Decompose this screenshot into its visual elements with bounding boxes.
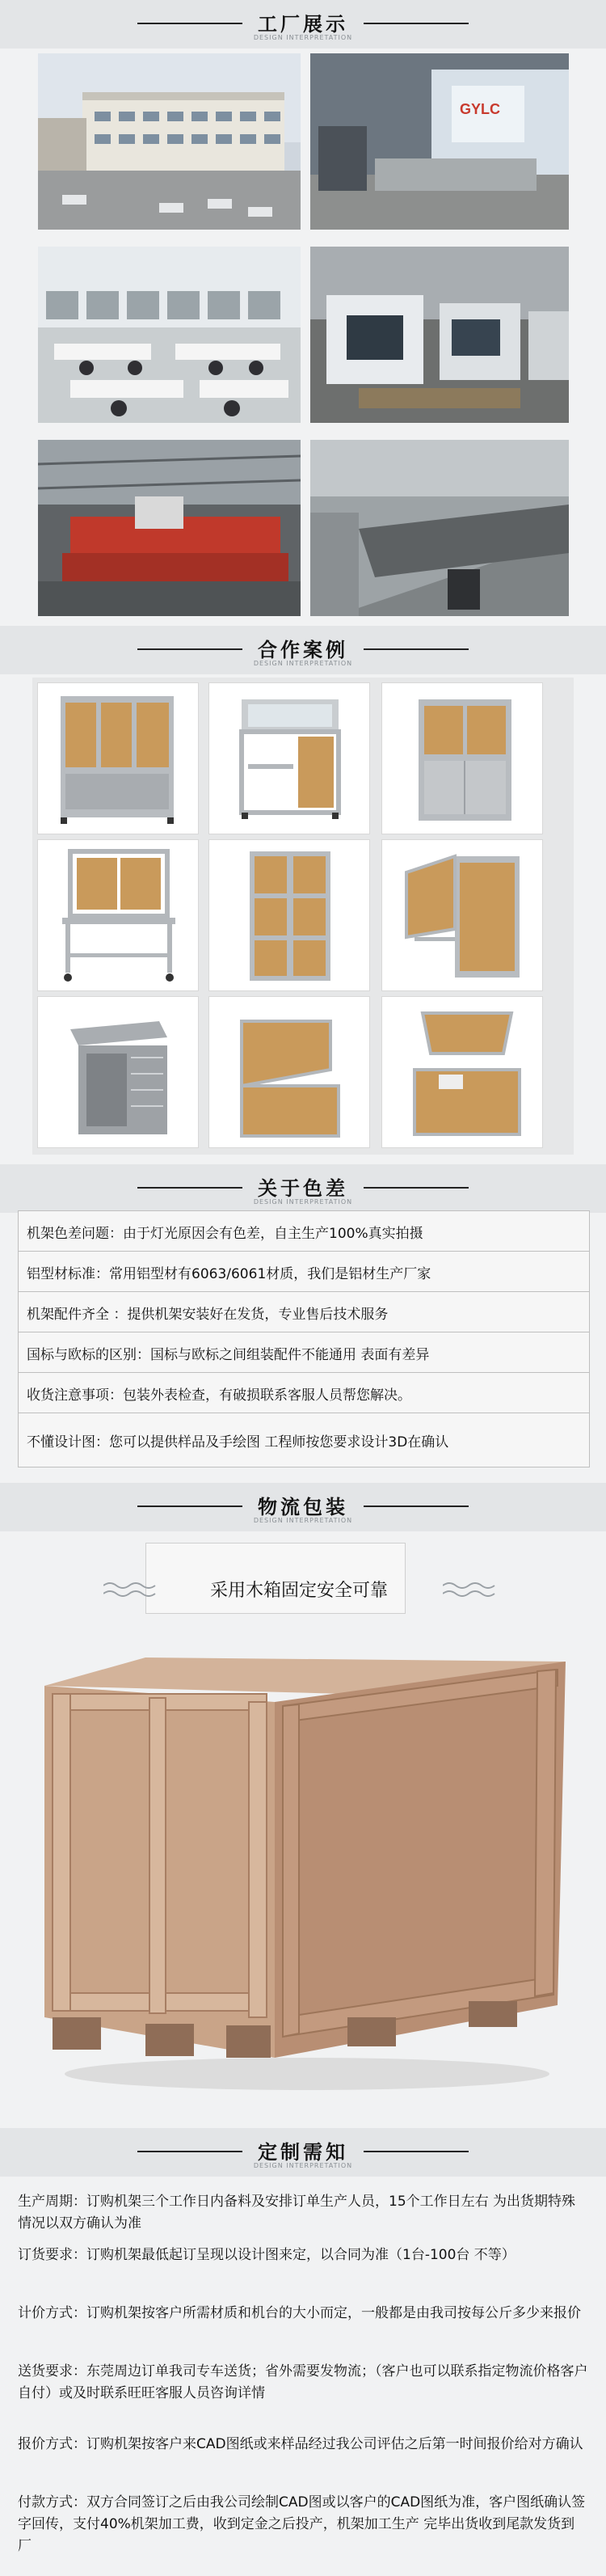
case-item[interactable] — [37, 682, 199, 834]
section-title: 物流包装 — [258, 1496, 348, 1518]
custom-info-paragraph: 计价方式：订购机架按客户所需材质和机台的大小而定，一般都是由我司按每公斤多少来报价 — [18, 2305, 581, 2321]
section-title: 工厂展示 — [258, 13, 348, 36]
custom-info-paragraph: 报价方式：订购机架按客户来CAD图纸或来样品经过我公司评估之后第一时间报价给对方确认 — [18, 2436, 583, 2452]
section-subtitle: DESIGN INTERPRETATION — [253, 1198, 353, 1206]
color-info-row: 收货注意事项：包装外表检查，有破损联系客服人员帮您解决。 — [18, 1372, 590, 1414]
section-subtitle: DESIGN INTERPRETATION — [253, 34, 353, 41]
case-item[interactable] — [37, 996, 199, 1148]
custom-info-paragraph: 订货要求：订购机架最低起订呈现以设计图来定，以合同为准（1台-100台 不等） — [18, 2247, 516, 2263]
factory-lobby-photo — [310, 53, 569, 230]
section-header-custom — [0, 2128, 606, 2177]
caption-text: 采用木箱固定安全可靠 — [209, 1581, 388, 1601]
color-info-row: 机架配件齐全 ：提供机架安装好在发货，专业售后技术服务 — [18, 1291, 590, 1333]
custom-info-paragraph: 生产周期：订购机架三个工作日内备料及安排订单生产人员，15个工作日左右 为出货期特殊情况以双方确认为准 — [18, 2194, 576, 2232]
color-info-row: 铝型材标准：常用铝型材有6063/6061材质，我们是铝材生产厂家 — [18, 1251, 590, 1293]
laser-machine-photo — [38, 440, 301, 616]
section-subtitle: DESIGN INTERPRETATION — [253, 660, 353, 667]
case-item[interactable] — [381, 839, 543, 991]
section-title: 关于色差 — [258, 1177, 348, 1200]
case-item[interactable] — [208, 996, 370, 1148]
case-item[interactable] — [208, 682, 370, 834]
custom-info-paragraph: 送货要求：东莞周边订单我司专车送货；省外需要发物流；（客户也可以联系指定物流价格客户自付）或及时联系旺旺客服人员咨询详情 — [18, 2363, 588, 2401]
factory-exterior-photo — [38, 53, 301, 230]
case-item[interactable] — [381, 996, 543, 1148]
case-grid — [32, 678, 574, 1155]
custom-info-paragraph: 付款方式：双方合同签订之后由我公司绘制CAD图或以客户的CAD图纸为准，客户图纸确认签字回传，支付40%机架加工费，收到定金之后投产，机架加工生产 完毕出货收到尾款发货到厂 — [18, 2494, 586, 2554]
office-photo — [38, 247, 301, 423]
case-item[interactable] — [381, 682, 543, 834]
section-subtitle: DESIGN INTERPRETATION — [253, 2162, 353, 2169]
cnc-workshop-photo — [310, 247, 569, 423]
color-info-row: 国标与欧标的区别：国标与欧标之间组装配件不能通用 表面有差异 — [18, 1332, 590, 1374]
section-header-logistics — [0, 1483, 606, 1531]
wooden-crate-photo — [32, 1637, 574, 2098]
section-subtitle: DESIGN INTERPRETATION — [253, 1517, 353, 1524]
case-item[interactable] — [208, 839, 370, 991]
section-title: 定制需知 — [258, 2141, 348, 2164]
section-header-factory — [0, 0, 606, 49]
section-header-cases — [0, 626, 606, 674]
color-info-row: 机架色差问题：由于灯光原因会有色差，自主生产100%真实拍摄 — [18, 1210, 590, 1252]
factory-sign-text: GYLC — [460, 101, 501, 117]
case-item[interactable] — [37, 839, 199, 991]
section-title: 合作案例 — [258, 639, 348, 661]
section-header-color — [0, 1164, 606, 1213]
color-info-row: 不懂设计图：您可以提供样品及手绘图 工程师按您要求设计3D在确认 — [18, 1413, 590, 1467]
assembly-workshop-photo — [310, 440, 569, 616]
